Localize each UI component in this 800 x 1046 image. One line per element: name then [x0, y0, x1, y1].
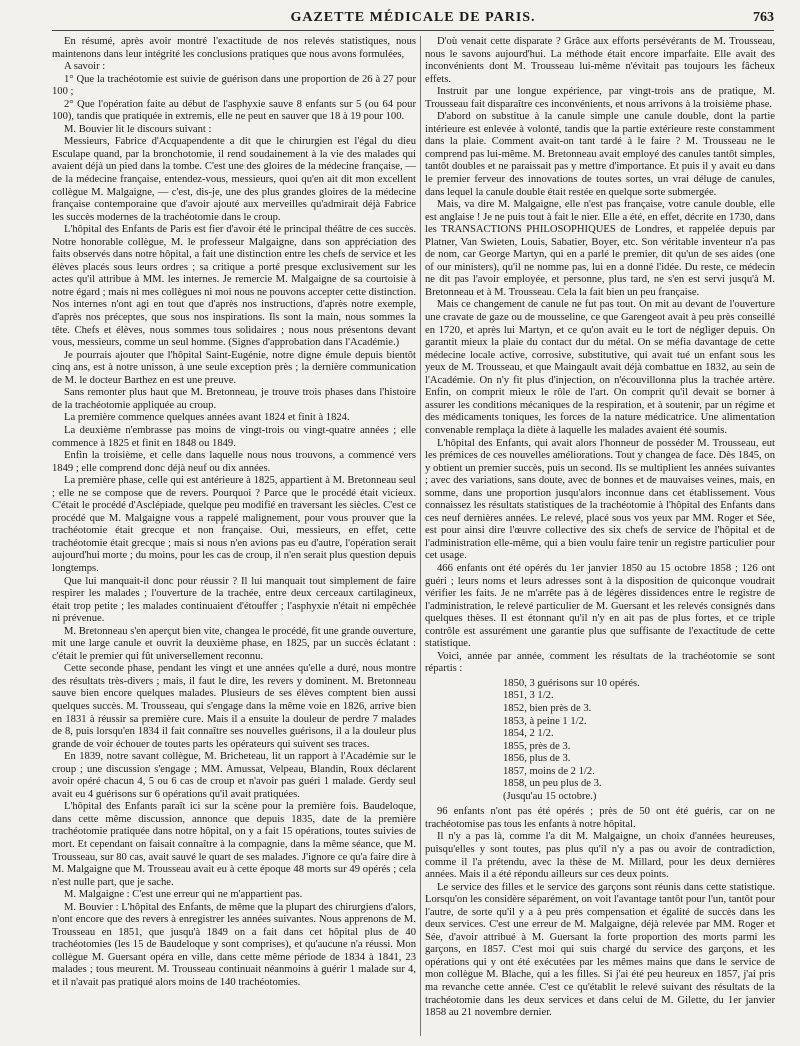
- paragraph: M. Bouvier : L'hôpital des Enfants, de même que la plupart des chirurgiens d'alors, n'ont encore que des revers à enregistrer les années suivantes. Nous apprenons de M. Trousseau en 1851, que jusqu'à 1849 on a fait dans cet hôpital plus de 40 trachéotomies (les 15 de Baudeloque y sont comprises), et qu'aucune n'a réussi. Mon collègue M. Guersant opéra en ville, dans cette même période de 1834 à 1841, 23 malades ; tous meurent. M. Trousseau continuait néanmoins à guérir 1 malade sur 4, et il n'avait pas pratiqué alors moins de 140 trachéotomies.: [52, 901, 416, 989]
- list-item: 1857, moins de 2 1/2.: [503, 765, 595, 777]
- paragraph: La première commence quelques années avant 1824 et finit à 1824.: [64, 412, 350, 424]
- paragraph: M. Bretonneau s'en aperçut bien vite, changea le procédé, fit une grande ouverture, mit une large canule et ouvrit la deuxième phase, en 1825, par un succès éclatant : c'était le premier qui fût universellement reconnu.: [52, 625, 416, 662]
- paragraph: Cette seconde phase, pendant les vingt et une années qu'elle a duré, nous montre des résultats très-divers ; mais, il faut le dire, les revers y dominent. M. Bretonneau sauve bien encore quelques malades. Plusieurs de ses élèves comptent bien aussi quelques succès. M. Trousseau, qui s'engage dans la même voie en 1826, arrive bien en 1831 à réussir sa première cure. Mais il a ensuite la douleur de perdre 7 malades de 8, puis lorsqu'en 1834 il fait connaître ses nouvelles guérisons, il a la douleur plus grande de voir échouer de toutes parts les opérateurs qui suivent ses traces.: [52, 663, 416, 750]
- list-item: 1852, bien près de 3.: [503, 702, 592, 714]
- paragraph: Enfin la troisième, et celle dans laquelle nous nous trouvons, a commencé vers 1849 ; elle comprend donc déjà neuf ou dix années.: [52, 450, 416, 474]
- header-rule: [52, 30, 774, 31]
- list-item: 1850, 3 guérisons sur 10 opérés.: [503, 677, 640, 689]
- paragraph: Le service des filles et le service des garçons sont réunis dans cette statistique. Lorsqu'on les considère séparément, on voit l'avantage tantôt pour l'un, tantôt pour l'autre, de sorte qu'il y a à peu près compensation et égalité de succès dans les deux services. C'est une erreur de M. Malgaigne, déjà relevée par MM. Roger et Sée, d'avoir attribué à M. Guersant la forte proportion des morts parmi les garçons, en 1857. C'est moi qui suis chargé du service des garçons, et les opérations qui y ont été exécutées par les mêmes mains que dans le service de mon collègue M. Blache, qui a les filles. Si j'ai été peu heureux en 1857, j'ai pris ma revanche cette année. C'est ce qu'établit le relevé suivant des résultats de la trachéotomie dans les deux services et dans celui de M. Gilette, du 1er janvier 1858 au 21 novembre dernier.: [425, 881, 775, 1019]
- running-header: [52, 10, 774, 28]
- yearly-results-list: [503, 678, 775, 803]
- list-item: (Jusqu'au 15 octobre.): [503, 790, 597, 802]
- paragraph: Sans remonter plus haut que M. Bretonneau, je trouve trois phases dans l'histoire de la trachéotomie appliquée au croup.: [52, 387, 416, 411]
- journal-title: GAZETTE MÉDICALE DE PARIS.: [290, 10, 536, 25]
- page-number: 763: [753, 10, 774, 25]
- list-item: 1858, un peu plus de 3.: [503, 778, 602, 790]
- paragraph: Voici, année par année, comment les résultats de la trachéotomie se sont répartis :: [425, 650, 775, 675]
- list-item: 1853, à peine 1 1/2.: [503, 715, 587, 727]
- list-item: 1855, près de 3.: [503, 740, 571, 752]
- right-column: [425, 36, 775, 1040]
- paragraph: A savoir :: [64, 61, 106, 73]
- left-column: [52, 36, 416, 1040]
- paragraph: Mais, va dire M. Malgaigne, elle n'est pas française, votre canule double, elle est anglaise ! Je ne puis tout à fait le nier. Elle a été, en effet, décrite en 1730, dans les TRANSACTIONS PHILOSOPHIQUES de Londres, et rappelée depuis par Platner, Van Swieten, Louis, Sabatier, Boyer, etc. Son véritable inventeur n'a pas de nom, car George Martyn, qui en a parlé le premier, dit qu'un de ses aides (one of our ministers), qu'il ne nomme pas, lui en a donné l'idée. Du reste, ce médecin ne dit pas l'avoir employée, et personne, plus tard, ne s'en est servi jusqu'à M. Bretonneau et à M. Trousseau. Cela la fait bien un peu française.: [425, 199, 775, 298]
- paragraph: 466 enfants ont été opérés du 1er janvier 1850 au 15 octobre 1858 ; 126 ont guéri ; leurs noms et leurs adresses sont à la disposition de quiconque voudrait vérifier les faits. Je ne m'arrête pas à de légères dissidences entre le registre de l'administration, le relevé particulier de M. Guersant et les relevés consignés dans quelques thèses. Il est étonnant qu'il n'y en ait pas de plus fortes, et ce triple contrôle est assurément une garantie plus que suffisante de l'exactitude de cette statistique.: [425, 562, 775, 650]
- paragraph: Je pourrais ajouter que l'hôpital Saint-Eugénie, notre digne émule depuis bientôt cinq ans, est à notre unisson, à une seule exception près ; la dernière communication de M. le docteur Barthez en est une preuve.: [52, 349, 416, 386]
- list-item: 1856, plus de 3.: [503, 753, 571, 765]
- paragraph: 96 enfants n'ont pas été opérés ; près de 50 ont été guéris, car on ne trachéotomise pas tous les enfants à notre hôpital.: [425, 806, 775, 830]
- paragraph: Que lui manquait-il donc pour réussir ? Il lui manquait tout simplement de faire respirer les malades ; l'ouverture de la trachée, entre deux cerceaux cartilagineux, était trop petite ; les malades continuaient d'étouffer ; l'asphyxie n'était ni empêchée ni prévenue.: [52, 575, 416, 625]
- paragraph: L'hôpital des Enfants de Paris est fier d'avoir été le principal théâtre de ces succès. Notre honorable collègue, M. le professeur Malgaigne, dans son appréciation des faits observés dans notre hôpital, a fait une distinction entre les chefs de service et les élèves placés sous leurs ordres ; sa critique a porté presque exclusivement sur les actes qu'il attribue à MM. les internes. Je remercie M. Malgaigne de sa courtoisie à notre égard ; mais ni mes collègues ni moi nous ne pouvons accepter cette distinction. Nos internes n'ont agi en tout que d'après nos instructions, d'après notre exemple, d'après nos préceptes, que sous nos inspirations. Ils sont la main, nous sommes la tête. Chefs et élèves, nous sommes tous solidaires ; nous nous présentons devant vous, messieurs, comme un seul homme. (Signes d'approbation dans l'Académie.): [52, 224, 416, 349]
- list-item: 1854, 2 1/2.: [503, 728, 554, 740]
- paragraph: L'hôpital des Enfants, qui avait alors l'honneur de posséder M. Trousseau, eut les prémices de ces nouvelles améliorations. Tout y changea de face. Dès 1845, on y obtient un premier succès, puis un second. Ils se multiplient les années suivantes ; avec des variations, sans doute, avec de bonnes et de mauvaises veines, mais, en somme, dans une proportion jusqu'alors inconnue dans cet établissement. Vous connaissez les résultats statistiques de la trachéotomie à l'hôpital des Enfants dans ces neuf dernières années. Le relevé, placé sous vos yeux par MM. Roger et Sée, est pour ainsi dire l'œuvre collective des six chefs de service de l'hôpital et de l'administration elle-même, qui a bien voulu faire tenir un registre particulier pour cet usage.: [425, 437, 775, 562]
- speaker-intro: M. Bouvier lit le discours suivant :: [64, 123, 212, 135]
- paragraph: Il n'y a pas là, comme l'a dit M. Malgaigne, un choix d'années heureuses, puisqu'elles y sont toutes, pas plus qu'il n'y a pas ou avoir de contradiction, comme il l'a prétendu, avec la thèse de M. Millard, pour les deux dernières années. Mais il a été répondu ailleurs sur ces deux points.: [425, 831, 775, 881]
- paragraph: La deuxième n'embrasse pas moins de vingt-trois ou vingt-quatre années ; elle commence à 1825 et finit en 1848 ou 1849.: [52, 424, 416, 449]
- paragraph: D'abord on substitue à la canule simple une canule double, dont la partie intérieure est enlevée à volonté, tandis que la partie extérieure reste constamment dans la plaie. Comment avait-on tant tardé à le faire ? M. Trousseau ne le comprend pas lui-même. M. Bretonneau avait employé des canules tantôt simples, tantôt doubles et ne paraissait pas y mettre d'importance. Et puis il y avait eu dans le premier ferveur des innovations de toutes sortes, un vrai déluge de canules, dans lequel la canule double était restée en quelque sorte submergée.: [425, 111, 775, 198]
- column-divider: [420, 36, 421, 1036]
- paragraph: Mais ce changement de canule ne fut pas tout. On mit au devant de l'ouverture une cravate de gaze ou de mousseline, ce que Garengeot avait à peu près conseillé en 1720, et après lui Martyn, et ce qu'on avait eu le tort de négliger depuis. On garantit mieux la plaie du contact dur du métal. On se méfia davantage de cette médecine locale active, corrosive, substitutive, qui avait tué un enfant sous les yeux de M. Trousseau, et que Maingault avait déjà combattue en 1832, au sein de l'Académie. On n'y fit plus d'injection, on n'écouvillonna plus la trachée artère. Enfin, on comprit mieux le rôle de l'art. On comprit qu'il devait se borner à assurer les conditions mécaniques de la respiration, et à soutenir, par un régime et des médicaments toniques, les forces de la nature médicatrice. Une alimentation convenable remplaça la diète à laquelle les malades avaient été soumis.: [425, 299, 775, 436]
- paragraph: L'hôpital des Enfants paraît ici sur la scène pour la première fois. Baudeloque, dans cette même discussion, annonce que depuis 1835, date de la première trachéotomie pratiquée dans notre hôpital, on y a fait 15 opérations, toutes suivies de mort. Et cependant on faisait connaître à la compagnie, dans la même séance, que M. Trousseau, sur 80 cas, avait sauvé le quart de ses malades. J'ignore ce qu'a faire dire à M. Malgaigne que M. Trousseau avait eu à cette époque 48 morts sur 49 opérés ; cela n'est nulle part, que je sache.: [52, 801, 416, 888]
- paragraph: 2° Que l'opération faite au début de l'asphyxie sauve 8 enfants sur 5 (ou 64 pour 100), tandis que pratiquée in extremis, elle ne peut en sauver que 18 à 19 pour 100.: [52, 98, 416, 123]
- paragraph: Messieurs, Fabrice d'Acquapendente a dit que le chirurgien est l'égal du dieu Esculape quand, par la bronchotomie, il rend soudainement à la vie des malades qui avaient déjà un pied dans la tombe. C'est une des gloires de la médecine française, — de la médecine française, entendez-vous, messieurs, quoi qu'en ait dit mon excellent collègue M. Malgaigne, — c'est, dis-je, une des plus grandes gloires de la médecine française contemporaine que d'avoir ajouté aux merveilles qu'admirait déjà Fabrice les succès modernes de la trachéotomie dans le croup.: [52, 136, 416, 223]
- interjection: M. Malgaigne : C'est une erreur qui ne m'appartient pas.: [64, 889, 303, 901]
- paragraph: La première phase, celle qui est antérieure à 1825, appartient à M. Bretonneau seul ; elle ne se compose que de revers. Pourquoi ? Parce que le procédé était vicieux. C'était le procédé d'Asclépiade, quelque peu modifié en traversant les siècles. C'est ce procédé que M. Malgaigne vous a rappelé malignement, pour vous prouver que la trachéotomie était grecque et non française. Oui, messieurs, en effet, cette trachéotomie était grecque ; mais si nous n'en avions pas eu d'autre, l'opération serait aujourd'hui morte ; du moins, pour les cas de croup, il n'en serait plus question depuis longtemps.: [52, 475, 416, 574]
- paragraph: En résumé, après avoir montré l'exactitude de nos relevés statistiques, nous maintenons dans leur intégrité les conclusions pratiques que nous avons formulées,: [52, 36, 416, 60]
- paragraph: Instruit par une longue expérience, par vingt-trois ans de pratique, M. Trousseau fait disparaître ces inconvénients, et nous arrivons à la troisième phase.: [425, 86, 775, 110]
- paragraph: En 1839, notre savant collègue, M. Bricheteau, lit un rapport à l'Académie sur le croup ; une discussion s'engage ; MM. Amussat, Velpeau, Blandin, Roux déclarent avoir opéré chacun 4, 5 ou 6 cas de croup et n'avoir pas guéri 1 malade. Gerdy seul avait eu 4 guérisons sur 6 opérations qu'il avait pratiquées.: [52, 751, 416, 800]
- paragraph: 1° Que la trachéotomie est suivie de guérison dans une proportion de 26 à 27 pour 100 ;: [52, 73, 416, 98]
- list-item: 1851, 3 1/2.: [503, 690, 554, 702]
- paragraph: D'où venait cette disparate ? Grâce aux efforts persévérants de M. Trousseau, nous le savons aujourd'hui. La méthode était encore imparfaite. Elle avait des inconvénients dont M. Trousseau lui-même n'évitait pas toujours les fâcheux effets.: [425, 36, 775, 85]
